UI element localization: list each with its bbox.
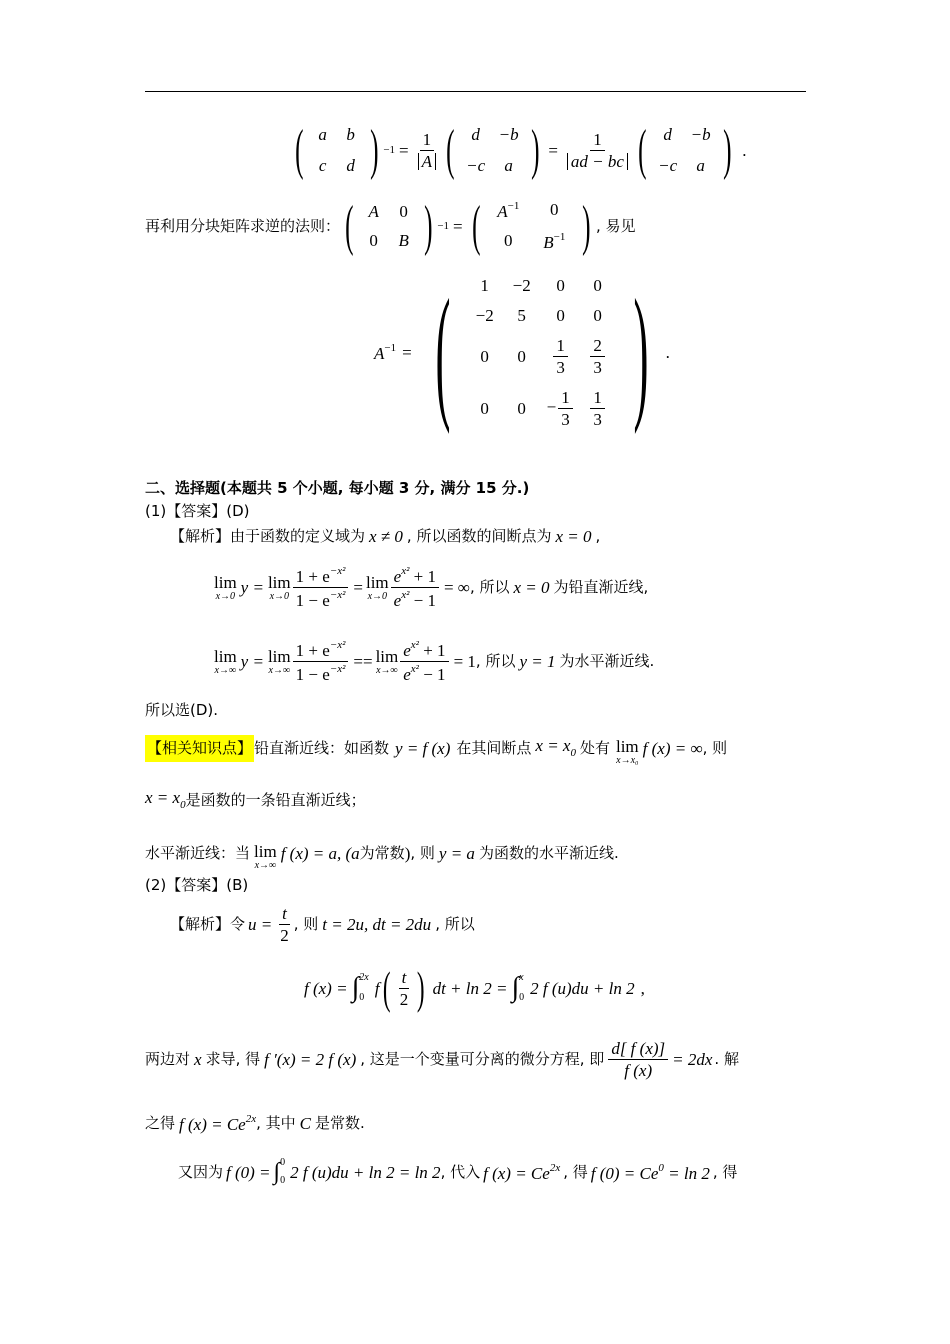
- q1-answer: (1)【答案】(D): [145, 502, 250, 520]
- limit-vertical: lim x→0 y = lim x→0 $\frac{1 + e^{-x^2}}{1 - e^{-x^2}}$ = lim x→0 $\frac{e^{x^2} + 1}{e^{x^2} - 1}$ = ∞ , 所以 x = 0 为铅直渐近线,: [214, 565, 649, 610]
- block-inverse-line: 再利用分块矩阵求逆的法则： ( A 0 0 B ) −1 = ( $A^{-1}$ 0 0 $B^{-1}$ ) , 易见: [145, 195, 636, 257]
- limit-horizontal: lim x→∞ y = lim x→∞ $\frac{1 + e^{-x^2}}{1 - e^{-x^2}}$ == lim x→∞ $\frac{e^{x^2} + 1}{e^{x^2} - 1}$ = 1 , 所以 y = 1 为水平渐近线.: [214, 639, 655, 684]
- section-heading: 二、选择题(本题共 5 个小题, 每小题 3 分, 满分 15 分.): [145, 479, 530, 497]
- q2-answer: (2)【答案】(B): [145, 876, 249, 894]
- solution-line: 之得 f $(x) = Ce^{2x}$ , 其中 C 是常数.: [145, 1113, 365, 1134]
- knowledge-line-2: $x = x_0$ 是函数的一条铅直渐近线；: [145, 788, 366, 811]
- inverse-2x2-formula: ( a b c d ) −1 = $\frac{1}{A}$ ( d −b −c a ) = $\frac{1}{ad - bc}$ ( d −b −c a ) .: [295, 119, 747, 181]
- horizontal-asymptote-line: 水平渐近线：当 lim x→∞ f (x) = a, ( a 为常数 ) , 则 y = a 为函数的水平渐近线.: [145, 842, 619, 871]
- q1-analysis-line: 【解析】由于函数的定义域为 x ≠ 0 , 所以函数的间断点为 x = 0 ,: [170, 527, 601, 546]
- initial-condition-line: 又因为 f (0) = ∫ 0 0 2 f (u)du + ln 2 = ln 2 , 代入 f $(x) = Ce^{2x}$ , 得 f $(0) = Ce^0 = \ln 2$ , 得: [178, 1157, 738, 1186]
- q2-analysis-line: 【解析】令 u = $\frac{t}{2}$ , 则 t = 2u, dt = 2du , 所以: [170, 904, 475, 945]
- knowledge-line: 【相关知识点】 铅直渐近线：如函数 y = f (x) 在其间断点 $x = x_0$ 处有 lim x→x₀ f (x) = ∞ , 则: [147, 736, 728, 766]
- integral-equation: f (x) = ∫ 2x 0 f ( $\frac{t}{2}$ ) dt + ln 2 = ∫ x 0 2 f (u)du + ln 2 ,: [304, 962, 645, 1013]
- header-rule: [145, 91, 806, 92]
- ainv-matrix: $A^{-1}$ = ( 1 −2 0 0 −2 5 0 0 0 0 $\frac{1}{3}$ $\frac{2}{3}$ 0 0 − $\frac{1}{3}$ $\frac{1}{3}$ ) .: [374, 269, 670, 435]
- knowledge-tag: 【相关知识点】: [145, 735, 254, 762]
- q1-choose: 所以选(D).: [145, 701, 219, 719]
- differential-line: 两边对 x 求导, 得 f ′(x) = 2 f (x) , 这是一个变量可分离的微分方程, 即 $\frac{d[ f (x)]}{f (x)}$ = 2dx . 解: [145, 1039, 739, 1080]
